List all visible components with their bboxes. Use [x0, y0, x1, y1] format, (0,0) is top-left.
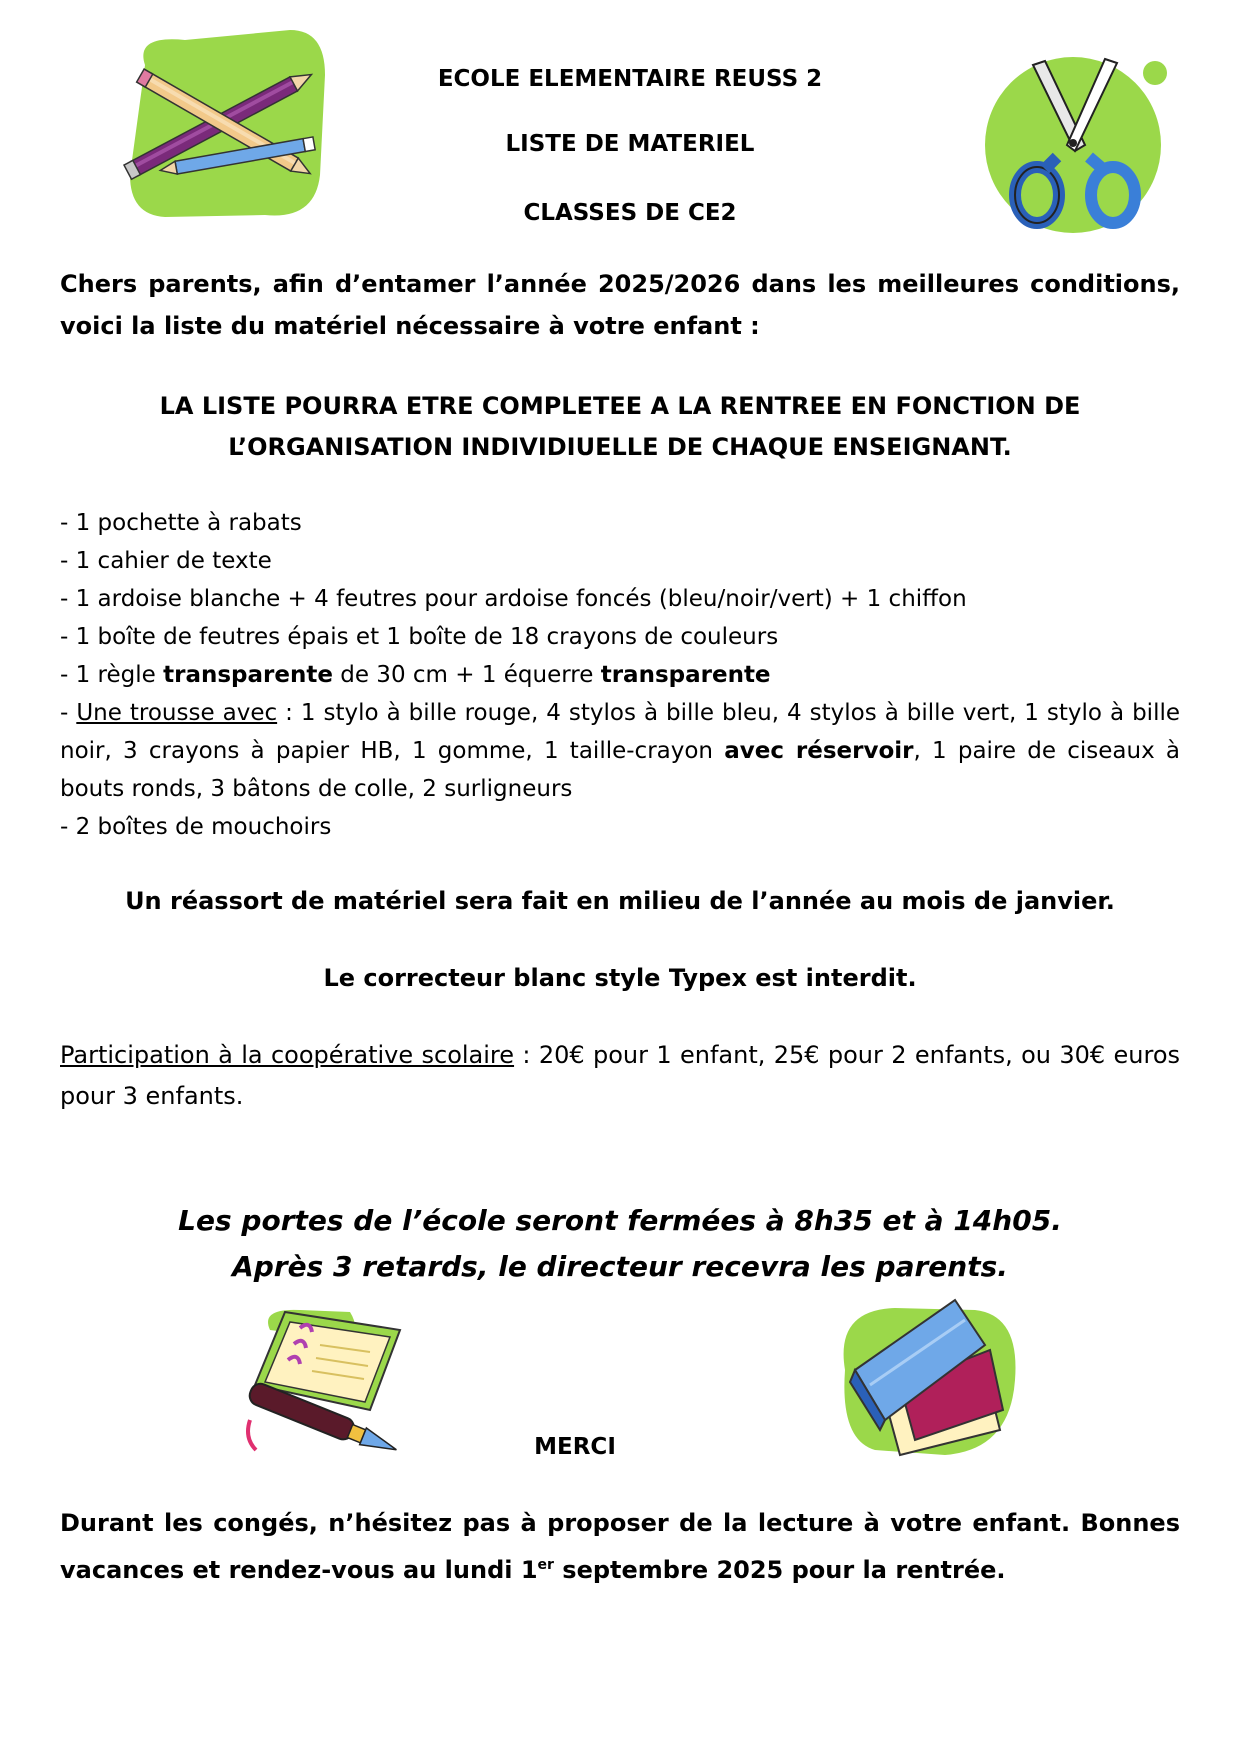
books-icon — [825, 1290, 1025, 1465]
list-item: - 1 boîte de feutres épais et 1 boîte de 18 crayons de couleurs — [60, 624, 779, 650]
typex-note: Le correcteur blanc style Typex est interdit. — [323, 964, 917, 992]
page-title: LISTE DE MATERIEL — [505, 131, 755, 157]
scissors-icon — [975, 45, 1170, 235]
list-item: - 1 ardoise blanche + 4 feutres pour ardoise foncés (bleu/noir/vert) + 1 chiffon — [60, 586, 967, 612]
doors-line-1: Les portes de l’école seront fermées à 8h35 et à 14h05. — [178, 1204, 1062, 1237]
coop-label: Participation à la coopérative scolaire — [60, 1041, 515, 1069]
supply-list — [60, 504, 1180, 846]
list-item: - 1 règle transparente de 30 cm + 1 équerre transparente — [60, 662, 771, 688]
school-name: ECOLE ELEMENTAIRE REUSS 2 — [437, 66, 823, 92]
intro-paragraph: Chers parents, afin d’entamer l’année 2025/2026 dans les meilleures conditions, voici la liste du matériel nécessaire à votre enfant : — [60, 270, 1180, 340]
warning-line-1: LA LISTE POURRA ETRE COMPLETEE A LA RENTREE EN FONCTION DE — [159, 392, 1081, 420]
coop-text: : 20€ pour 1 enfant, 25€ pour 2 enfants, ou 30€ euros pour 3 enfants. — [60, 1041, 1180, 1110]
warning-line-2: L’ORGANISATION INDIVIDIUELLE DE CHAQUE ENSEIGNANT. — [228, 433, 1012, 461]
restock-note: Un réassort de matériel sera fait en milieu de l’année au mois de janvier. — [125, 887, 1115, 915]
list-item: - Une trousse avec : 1 stylo à bille rouge, 4 stylos à bille bleu, 4 stylos à bille vert, 1 stylo à bille noir, 3 crayons à papier HB, 1 gomme, 1 taille-crayon avec réservoir, 1 paire de ciseaux à bouts ronds, 3 bâtons de colle, 2 surligneurs — [60, 700, 1181, 802]
list-item: - 1 pochette à rabats — [60, 510, 302, 536]
list-item: - 1 cahier de texte — [60, 548, 272, 574]
notebook-pen-icon — [230, 1300, 410, 1465]
closing-paragraph: Durant les congés, n’hésitez pas à proposer de la lecture à votre enfant. Bonnes vacances et rendez-vous au lundi 1er septembre 2025 pour la rentrée. — [60, 1509, 1180, 1584]
pencils-icon — [115, 25, 335, 225]
merci-label: MERCI — [534, 1434, 616, 1460]
coop-paragraph — [60, 1035, 1180, 1117]
classes-label: CLASSES DE CE2 — [523, 200, 737, 226]
list-item: - 2 boîtes de mouchoirs — [60, 814, 332, 840]
doors-line-2: Après 3 retards, le directeur recevra les parents. — [232, 1250, 1008, 1283]
